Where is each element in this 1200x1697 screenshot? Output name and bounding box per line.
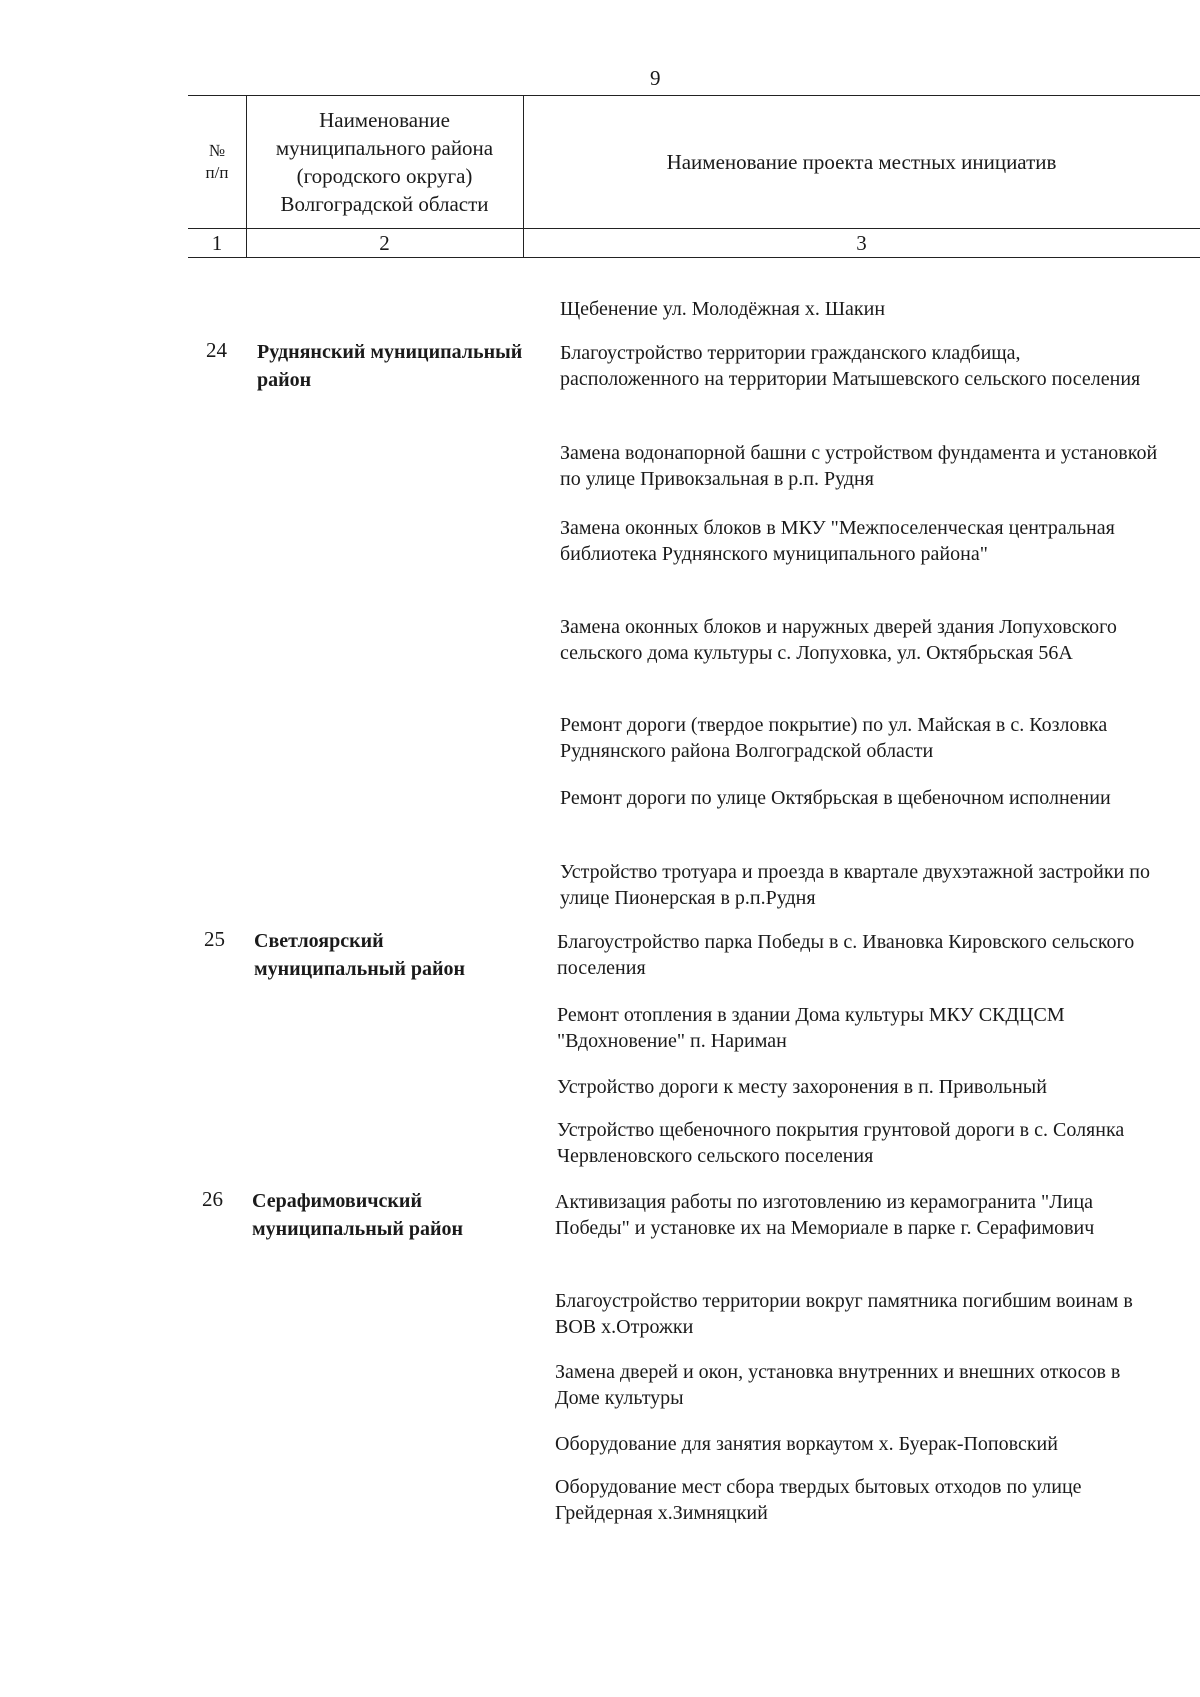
project-item: Ремонт дороги (твердое покрытие) по ул. Майская в с. Козловка Руднянского района Волгоградской области bbox=[560, 714, 1108, 762]
header-num-3: 3 bbox=[856, 230, 867, 255]
project-item: Благоустройство парка Победы в с. Ивановка Кировского сельского поселения bbox=[557, 931, 1135, 979]
district-name: Руднянский муниципальный район bbox=[257, 341, 523, 391]
header-col-district-line-3: (городского округа) bbox=[296, 163, 473, 188]
project-item: Устройство дороги к месту захоронения в п. Привольный bbox=[557, 1076, 1047, 1098]
header-col-project: Наименование проекта местных инициатив bbox=[666, 149, 1057, 174]
header-col-district bbox=[246, 95, 523, 228]
project-item: Благоустройство территории вокруг памятника погибшим воинам в ВОВ х.Отрожки bbox=[555, 1290, 1133, 1338]
header-col-number: № п/п bbox=[205, 140, 229, 182]
project-item: Оборудование для занятия воркаутом х. Буерак-Поповский bbox=[555, 1433, 1058, 1455]
project-item: Активизация работы по изготовлению из керамогранита "Лица Победы" и установке их на Мемориале в парке г. Серафимович bbox=[555, 1191, 1095, 1239]
project-item: Замена оконных блоков в МКУ "Межпоселенческая центральная библиотека Руднянского муниципального района" bbox=[560, 517, 1115, 565]
project-item: Замена водонапорной башни с устройством фундамента и установкой по улице Привокзальная в р.п. Рудня bbox=[560, 442, 1158, 490]
project-carry-over: Щебенение ул. Молодёжная х. Шакин bbox=[560, 298, 886, 320]
header-col-district-line-2: муниципального района bbox=[275, 135, 494, 160]
header-num-1: 1 bbox=[211, 230, 223, 255]
project-item: Благоустройство территории гражданского кладбища, расположенного на территории Матышевского сельского поселения bbox=[560, 342, 1141, 390]
project-item: Устройство щебеночного покрытия грунтовой дороги в с. Солянка Червленовского сельского поселения bbox=[557, 1119, 1125, 1167]
header-col-district-line-4: Волгоградской области bbox=[280, 191, 489, 216]
project-item: Оборудование мест сбора твердых бытовых отходов по улице Грейдерная х.Зимняцкий bbox=[555, 1476, 1082, 1524]
table-header bbox=[188, 95, 1200, 257]
district-number: 26 bbox=[202, 1187, 223, 1211]
district-name: Серафимовичский муниципальный район bbox=[252, 1190, 464, 1240]
header-col-district-line-1: Наименование bbox=[319, 107, 450, 132]
page-number: 9 bbox=[650, 66, 661, 90]
header-num-2: 2 bbox=[379, 230, 390, 255]
district-number: 24 bbox=[206, 338, 227, 362]
district-name: Светлоярский муниципальный район bbox=[254, 930, 466, 980]
project-item: Замена дверей и окон, установка внутренних и внешних откосов в Доме культуры bbox=[555, 1361, 1121, 1409]
district-number: 25 bbox=[204, 927, 225, 951]
project-item: Устройство тротуара и проезда в квартале двухэтажной застройки по улице Пионерская в р.п.Рудня bbox=[560, 861, 1150, 909]
project-item: Ремонт дороги по улице Октябрьская в щебеночном исполнении bbox=[560, 787, 1111, 809]
header-bottom-border bbox=[188, 257, 1200, 258]
project-item: Ремонт отопления в здании Дома культуры МКУ СКДЦСМ "Вдохновение" п. Нариман bbox=[557, 1004, 1065, 1052]
project-item: Замена оконных блоков и наружных дверей здания Лопуховского сельского дома культуры с. Лопуховка, ул. Октябрьская 56А bbox=[560, 616, 1117, 664]
